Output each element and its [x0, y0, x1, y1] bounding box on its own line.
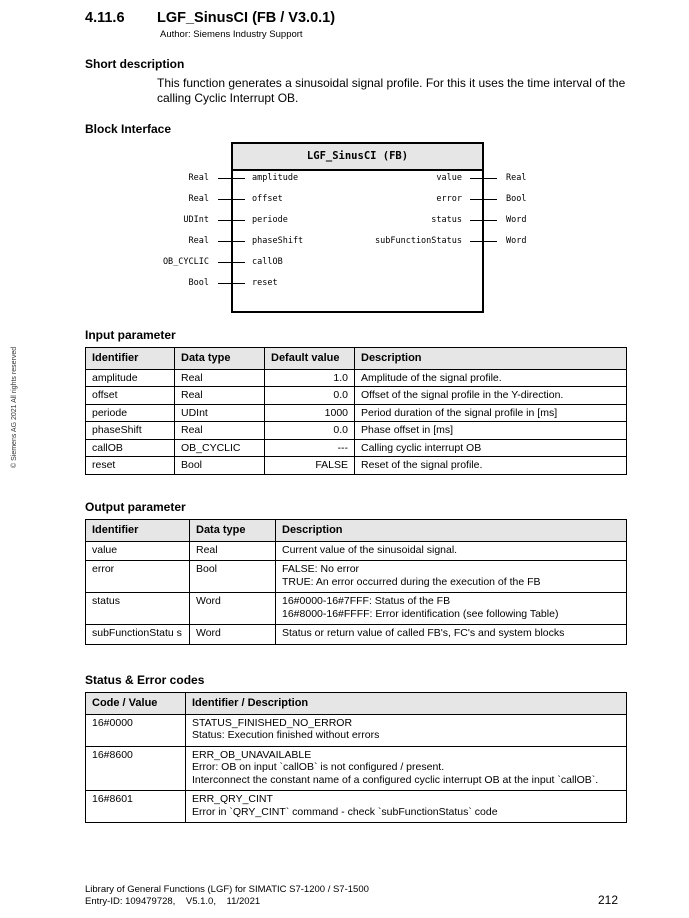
col-description: Description: [355, 348, 627, 370]
input-pin-name: callOB: [252, 257, 283, 267]
table-row: [86, 457, 627, 475]
description-line: Status: Execution finished without errors: [192, 729, 380, 741]
description-cell: Offset of the signal profile in the Y-direction.: [355, 387, 627, 405]
short-description-text: This function generates a sinusoidal signal profile. For this it uses the time interval of the calling Cyclic Interrupt OB.: [157, 76, 626, 105]
identifier-line: ERR_OB_UNAVAILABLE: [192, 748, 312, 761]
identifier-description-cell: [186, 791, 627, 823]
identifier-cell: callOB: [86, 439, 175, 457]
table-row: [86, 439, 627, 457]
data-type-cell: Word: [190, 625, 276, 645]
description-cell: Amplitude of the signal profile.: [355, 369, 627, 387]
page-title: LGF_SinusCI (FB / V3.0.1): [157, 10, 336, 26]
default-value-cell: FALSE: [265, 457, 355, 475]
col-identifier: Identifier: [86, 348, 175, 370]
output-pin-line: [470, 199, 497, 200]
table-row: [86, 746, 627, 791]
table-row: [86, 561, 627, 593]
col-code: Code / Value: [86, 693, 186, 715]
identifier-description-cell: [186, 714, 627, 746]
input-pin-line: [218, 199, 245, 200]
description-line: Interconnect the constant name of a configured cyclic interrupt OB at the input `callOB`.: [192, 773, 599, 786]
input-pin-name: phaseShift: [252, 236, 304, 246]
footer-entry-id: Entry-ID: 109479728, V5.1.0, 11/2021: [85, 896, 261, 907]
status-codes-heading: Status & Error codes: [85, 673, 205, 687]
col-data-type: Data type: [190, 520, 276, 542]
description-cell: [276, 561, 627, 593]
input-pin-type: Real: [188, 173, 209, 183]
output-pin-type: Real: [506, 173, 527, 183]
input-pin-name: offset: [252, 194, 283, 204]
input-pin-name: reset: [252, 278, 278, 288]
input-parameter-heading: Input parameter: [85, 328, 176, 342]
fb-block-name: LGF_SinusCI (FB): [233, 144, 482, 171]
input-pin-type: OB_CYCLIC: [162, 257, 209, 267]
description-line: Current value of the sinusoidal signal.: [282, 543, 458, 556]
identifier-cell: periode: [86, 404, 175, 422]
code-cell: 16#8601: [86, 791, 186, 823]
description-cell: [276, 625, 627, 645]
output-pin-type: Word: [506, 215, 527, 225]
output-pin-type: Bool: [506, 194, 527, 204]
output-parameter-heading: Output parameter: [85, 500, 186, 514]
identifier-cell: phaseShift: [86, 422, 175, 440]
input-pin-name: amplitude: [252, 173, 299, 183]
identifier-cell: amplitude: [86, 369, 175, 387]
footer: [85, 884, 369, 908]
input-pin-type: UDInt: [183, 215, 209, 225]
identifier-line: STATUS_FINISHED_NO_ERROR: [192, 716, 353, 729]
description-line: Status or return value of called FB's, FC's and system blocks: [282, 627, 565, 639]
data-type-cell: UDInt: [175, 404, 265, 422]
col-data-type: Data type: [175, 348, 265, 370]
description-cell: Phase offset in [ms]: [355, 422, 627, 440]
table-row: [86, 387, 627, 405]
table-row: [86, 714, 627, 746]
output-pin-line: [470, 241, 497, 242]
status-codes-table: [85, 692, 627, 823]
input-pin-type: Bool: [188, 278, 209, 288]
default-value-cell: 0.0: [265, 422, 355, 440]
table-row: [86, 791, 627, 823]
input-pin-line: [218, 262, 245, 263]
default-value-cell: ---: [265, 439, 355, 457]
input-pin-line: [218, 220, 245, 221]
input-pin-line: [218, 241, 245, 242]
output-pin-line: [470, 220, 497, 221]
description-line: 16#8000-16#FFFF: Error identification (see following Table): [282, 607, 559, 620]
input-pin-name: periode: [252, 215, 288, 225]
data-type-cell: Bool: [175, 457, 265, 475]
code-cell: 16#0000: [86, 714, 186, 746]
table-row: [86, 422, 627, 440]
identifier-line: ERR_QRY_CINT: [192, 793, 273, 805]
data-type-cell: Real: [175, 387, 265, 405]
description-cell: Period duration of the signal profile in [ms]: [355, 404, 627, 422]
data-type-cell: Real: [175, 422, 265, 440]
description-line: Error: OB on input `callOB` is not configured / present.: [192, 761, 445, 773]
table-row: [86, 404, 627, 422]
table-row: [86, 541, 627, 561]
input-parameter-table: [85, 347, 627, 475]
data-type-cell: Real: [190, 541, 276, 561]
copyright-side-note: © Siemens AG 2021 All rights reserved: [11, 346, 18, 468]
code-cell: 16#8600: [86, 746, 186, 791]
input-pin-type: Real: [188, 194, 209, 204]
col-default-value: Default value: [265, 348, 355, 370]
footer-library-title: Library of General Functions (LGF) for SIMATIC S7-1200 / S7-1500: [85, 884, 369, 895]
output-pin-name: error: [436, 194, 462, 204]
default-value-cell: 1000: [265, 404, 355, 422]
output-pin-line: [470, 178, 497, 179]
author-line: Author: Siemens Industry Support: [160, 29, 303, 40]
data-type-cell: Real: [175, 369, 265, 387]
input-pin-type: Real: [188, 236, 209, 246]
identifier-cell: error: [86, 561, 190, 593]
identifier-cell: subFunctionStatu s: [86, 625, 190, 645]
output-pin-type: Word: [506, 236, 527, 246]
output-parameter-table: [85, 519, 627, 645]
output-pin-name: status: [431, 215, 462, 225]
identifier-cell: reset: [86, 457, 175, 475]
description-line: 16#0000-16#7FFF: Status of the FB: [282, 595, 451, 607]
table-row: [86, 625, 627, 645]
col-identifier: Identifier: [86, 520, 190, 542]
output-pin-name: subFunctionStatus: [375, 236, 462, 246]
col-description: Description: [276, 520, 627, 542]
description-line: FALSE: No error: [282, 563, 360, 575]
input-pin-line: [218, 283, 245, 284]
table-row: [86, 593, 627, 625]
data-type-cell: Bool: [190, 561, 276, 593]
description-cell: Calling cyclic interrupt OB: [355, 439, 627, 457]
description-line: Error in `QRY_CINT` command - check `subFunctionStatus` code: [192, 805, 498, 818]
table-row: [86, 369, 627, 387]
default-value-cell: 0.0: [265, 387, 355, 405]
short-description-heading: Short description: [85, 57, 185, 71]
section-number: 4.11.6: [85, 10, 125, 26]
page-number: 212: [598, 893, 619, 907]
default-value-cell: 1.0: [265, 369, 355, 387]
description-cell: Reset of the signal profile.: [355, 457, 627, 475]
identifier-cell: offset: [86, 387, 175, 405]
identifier-cell: status: [86, 593, 190, 625]
identifier-description-cell: [186, 746, 627, 791]
description-cell: [276, 541, 627, 561]
input-pin-line: [218, 178, 245, 179]
block-interface-heading: Block Interface: [85, 122, 172, 136]
col-identifier-description: Identifier / Description: [186, 693, 627, 715]
data-type-cell: Word: [190, 593, 276, 625]
description-line: TRUE: An error occurred during the execution of the FB: [282, 575, 541, 588]
data-type-cell: OB_CYCLIC: [175, 439, 265, 457]
output-pin-name: value: [436, 173, 462, 183]
description-cell: [276, 593, 627, 625]
identifier-cell: value: [86, 541, 190, 561]
